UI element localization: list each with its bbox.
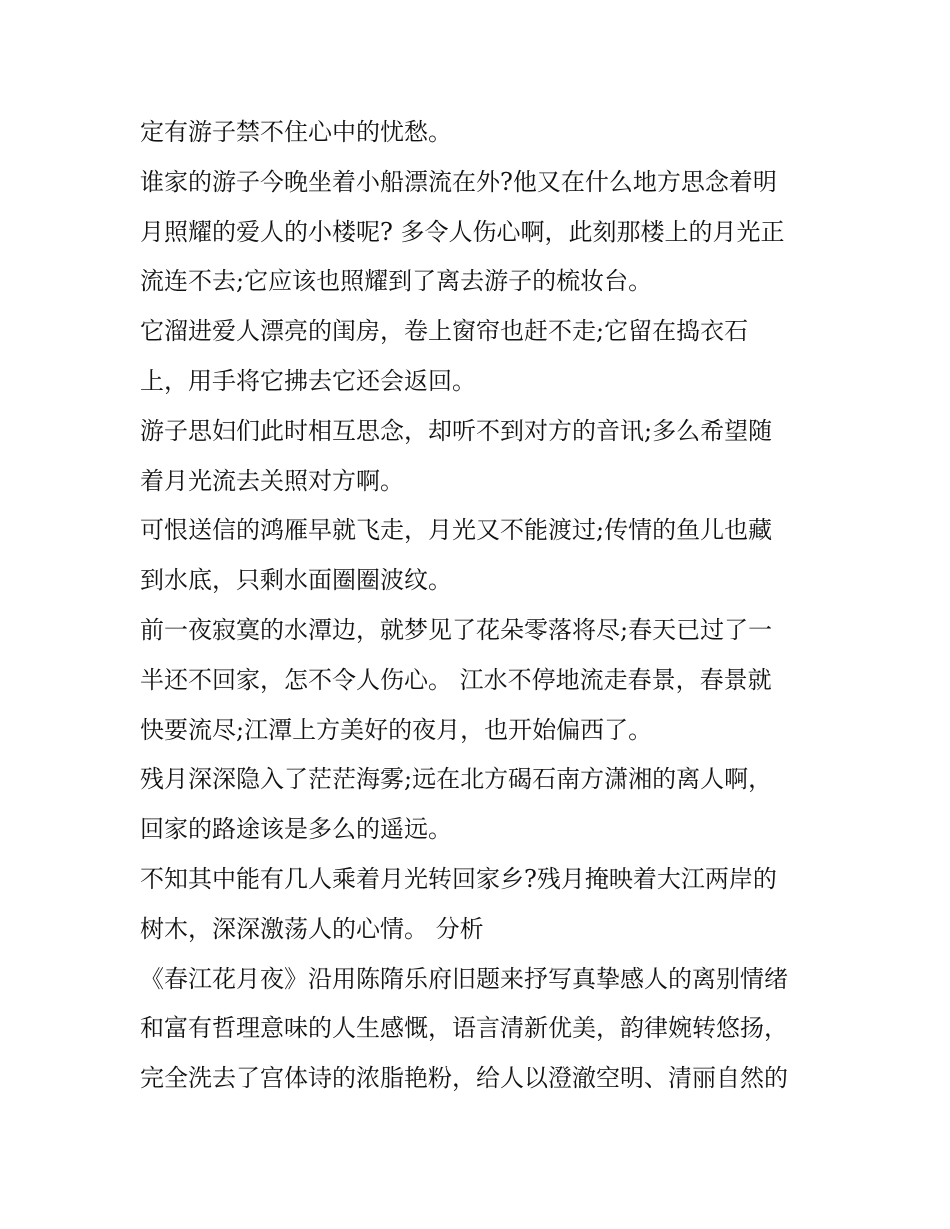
text-line-1: 定有游子禁不住心中的忧愁。: [140, 118, 452, 146]
text-line-15: 回家的路途该是多么的遥远。: [140, 815, 452, 844]
document-body: [140, 108, 820, 1104]
text-line-14: 残月深深隐入了茫茫海雾;远在北方碣石南方潇湘的离人啊，: [140, 765, 773, 794]
text-line-16: 不知其中能有几人乘着月光转回家乡?残月掩映着大江两岸的: [140, 864, 777, 893]
text-line-4: 流连不去;它应该也照耀到了离去游子的梳妆台。: [140, 267, 653, 296]
text-line-5: 它溜进爱人漂亮的闺房，卷上窗帘也赶不走;它留在捣衣石: [140, 317, 749, 346]
text-line-7: 游子思妇们此时相互思念，却听不到对方的音讯;多么希望随: [140, 416, 773, 445]
text-line-20: 完全洗去了宫体诗的浓脂艳粉，给人以澄澈空明、清丽自然的: [140, 1064, 788, 1093]
text-line-11: 前一夜寂寞的水潭边，就梦见了花朵零落将尽;春天已过了一: [140, 615, 773, 644]
text-line-3: 月照耀的爱人的小楼呢? 多令人伤心啊，此刻那楼上的月光正: [140, 217, 785, 246]
text-line-9: 可恨送信的鸿雁早就飞走，月光又不能渡过;传情的鱼儿也藏: [140, 516, 773, 545]
text-line-13: 快要流尽;江潭上方美好的夜月，也开始偏西了。: [140, 715, 653, 744]
text-line-10: 到水底，只剩水面圈圈波纹。: [140, 566, 452, 595]
text-line-12: 半还不回家，怎不令人伤心。 江水不停地流走春景，春景就: [140, 665, 772, 694]
text-line-2: 谁家的游子今晚坐着小船漂流在外?他又在什么地方思念着明: [140, 167, 777, 196]
text-line-8: 着月光流去关照对方啊。: [140, 466, 404, 495]
text-line-17: 树木，深深激荡人的心情。 分析: [140, 914, 484, 943]
text-line-18: 《春江花月夜》沿用陈隋乐府旧题来抒写真挚感人的离别情绪: [140, 964, 788, 993]
text-line-19: 和富有哲理意味的人生感慨，语言清新优美，韵律婉转悠扬，: [140, 1014, 788, 1043]
text-line-6: 上，用手将它拂去它还会返回。: [140, 366, 476, 395]
